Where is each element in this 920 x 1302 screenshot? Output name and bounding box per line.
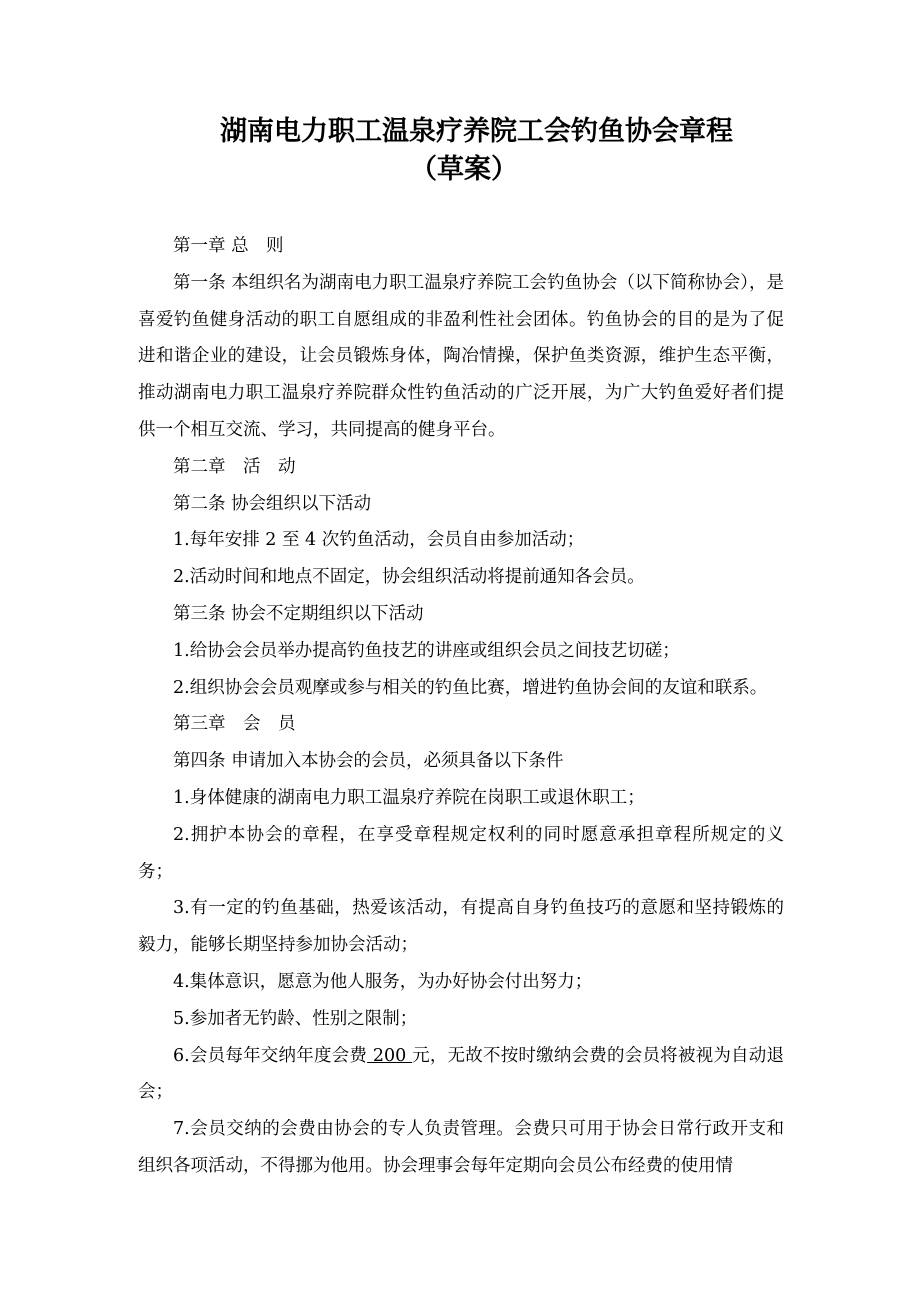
list-item: 2.拥护本协会的章程，在享受章程规定权利的同时愿意承担章程所规定的义务； [138,824,784,882]
chapter-heading: 第一章 总 则 [173,236,284,256]
document-body [138,228,784,1185]
list-item: 3.有一定的钓鱼基础，热爱该活动，有提高自身钓鱼技巧的意愿和坚持锻炼的毅力，能够长期坚持参加协会活动； [138,898,784,956]
fee-text-after: 元，无故不按时缴纳会费的会员将被视为自动退会； [138,1045,784,1103]
list-item: 2.活动时间和地点不固定，协会组织活动将提前通知各会员。 [173,567,645,588]
list-item: 7.会员交纳的会费由协会的专人负责管理。会费只可用于协会日常行政开支和组织各项活动，不得挪为他用。协会理事会每年定期向会员公布经费的使用情 [138,1119,784,1176]
list-item: 1.给协会会员举办提高钓鱼技艺的讲座或组织会员之间技艺切磋； [173,640,680,661]
article-paragraph: 第四条 申请加入本协会的会员，必须具备以下条件 [173,751,564,772]
list-item: 4.集体意识，愿意为他人服务，为办好协会付出努力； [173,971,593,992]
document-subtitle: （草案） [410,154,518,185]
fee-amount: 200 [367,1045,413,1066]
chapter-heading: 第二章 活 动 [173,456,296,477]
article-paragraph: 第三条 协会不定期组织以下活动 [173,603,424,624]
document-title: 湖南电力职工温泉疗养院工会钓鱼协会章程 [220,116,733,147]
list-item: 2.组织协会会员观摩或参与相关的钓鱼比赛，增进钓鱼协会间的友谊和联系。 [173,677,768,698]
article-paragraph: 第二条 协会组织以下活动 [173,493,372,514]
list-item-fee [138,1038,784,1112]
list-item: 1.身体健康的湖南电力职工温泉疗养院在岗职工或退休职工； [173,787,645,808]
article-paragraph: 第一条 本组织名为湖南电力职工温泉疗养院工会钓鱼协会（以下简称协会），是喜爱钓鱼健身活动的职工自愿组成的非盈利性社会团体。钓鱼协会的目的是为了促进和谐企业的建设，让会员锻炼身体，陶冶情操，保护鱼类资源，维护生态平衡，推动湖南电力职工温泉疗养院群众性钓鱼活动的广泛开展，为广大钓鱼爱好者们提供一个相互交流、学习，共同提高的健身平台。 [138,272,784,440]
chapter-heading: 第三章 会 员 [173,714,296,735]
list-item: 5.参加者无钓龄、性别之限制； [173,1008,418,1029]
fee-text-before: 6.会员每年交纳年度会费 [173,1045,368,1066]
list-item: 1.每年安排 2 至 4 次钓鱼活动，会员自由参加活动； [173,530,585,551]
